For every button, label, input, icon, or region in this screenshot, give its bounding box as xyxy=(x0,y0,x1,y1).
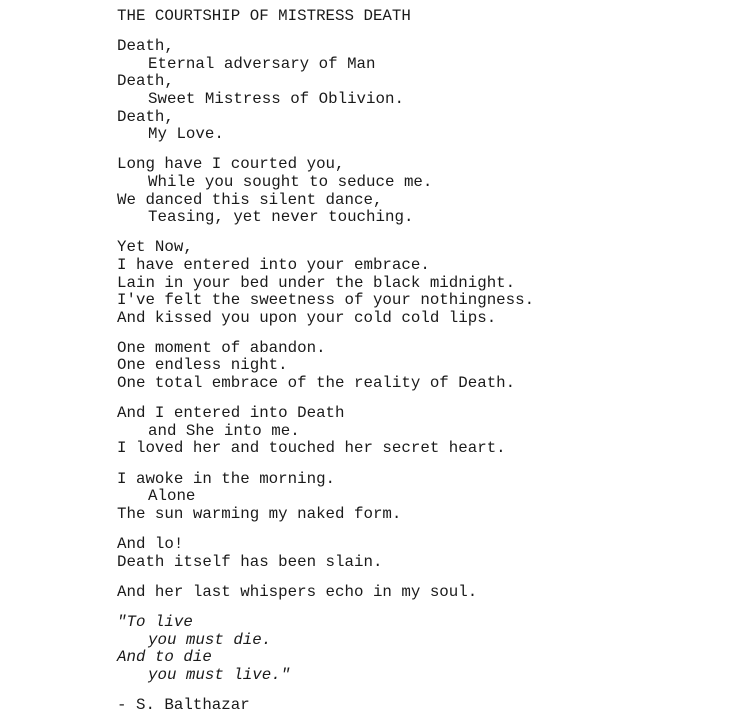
poem-line: and She into me. xyxy=(148,421,300,440)
poem-line: Death, xyxy=(117,107,174,126)
poem-line: The sun warming my naked form. xyxy=(117,504,402,523)
signature: - S. Balthazar xyxy=(117,695,250,714)
poem-line: One endless night. xyxy=(117,356,288,375)
poem-line: Sweet Mistress of Oblivion. xyxy=(148,89,404,108)
poem-line: Alone xyxy=(148,487,196,506)
poem-line: One total embrace of the reality of Death. xyxy=(117,374,516,393)
poem-line: Death, xyxy=(117,72,174,91)
poem-line: We danced this silent dance, xyxy=(117,190,383,209)
stanza-4 xyxy=(117,340,534,393)
poem-line: you must die. xyxy=(148,630,272,649)
poem-line: Teasing, yet never touching. xyxy=(148,208,414,227)
poem-line: And to die xyxy=(117,648,212,667)
poem-line: My Love. xyxy=(148,125,224,144)
poem-line: I've felt the sweetness of your nothingness. xyxy=(117,291,535,310)
poem-page xyxy=(117,8,534,715)
stanza-6 xyxy=(117,471,534,524)
stanza-8 xyxy=(117,584,534,602)
stanza-3 xyxy=(117,239,534,327)
stanza-7 xyxy=(117,536,534,571)
stanza-1 xyxy=(117,38,534,144)
poem-line: And lo! xyxy=(117,535,184,553)
poem-title: THE COURTSHIP OF MISTRESS DEATH xyxy=(117,7,411,25)
poem-line: One moment of abandon. xyxy=(117,338,326,357)
poem-line: And her last whispers echo in my soul. xyxy=(117,582,478,601)
poem-line: And I entered into Death xyxy=(117,404,345,423)
stanza-5 xyxy=(117,405,534,458)
poem-line: Lain in your bed under the black midnight. xyxy=(117,273,516,292)
poem-line: Yet Now, xyxy=(117,238,193,257)
poem-line: Eternal adversary of Man xyxy=(148,54,376,73)
poem-line: I loved her and touched her secret heart. xyxy=(117,439,506,458)
poem-line: you must live." xyxy=(148,665,291,684)
stanza-quote xyxy=(117,614,534,684)
poem-line: I awoke in the morning. xyxy=(117,469,336,488)
poem-line: I have entered into your embrace. xyxy=(117,255,430,274)
poem-line: "To live xyxy=(117,612,193,631)
poem-line: While you sought to seduce me. xyxy=(148,172,433,191)
poem-line: Death, xyxy=(117,37,174,56)
poem-line: Long have I courted you, xyxy=(117,155,345,174)
stanza-2 xyxy=(117,156,534,226)
poem-line: Death itself has been slain. xyxy=(117,552,383,571)
poem-line: And kissed you upon your cold cold lips. xyxy=(117,308,497,327)
